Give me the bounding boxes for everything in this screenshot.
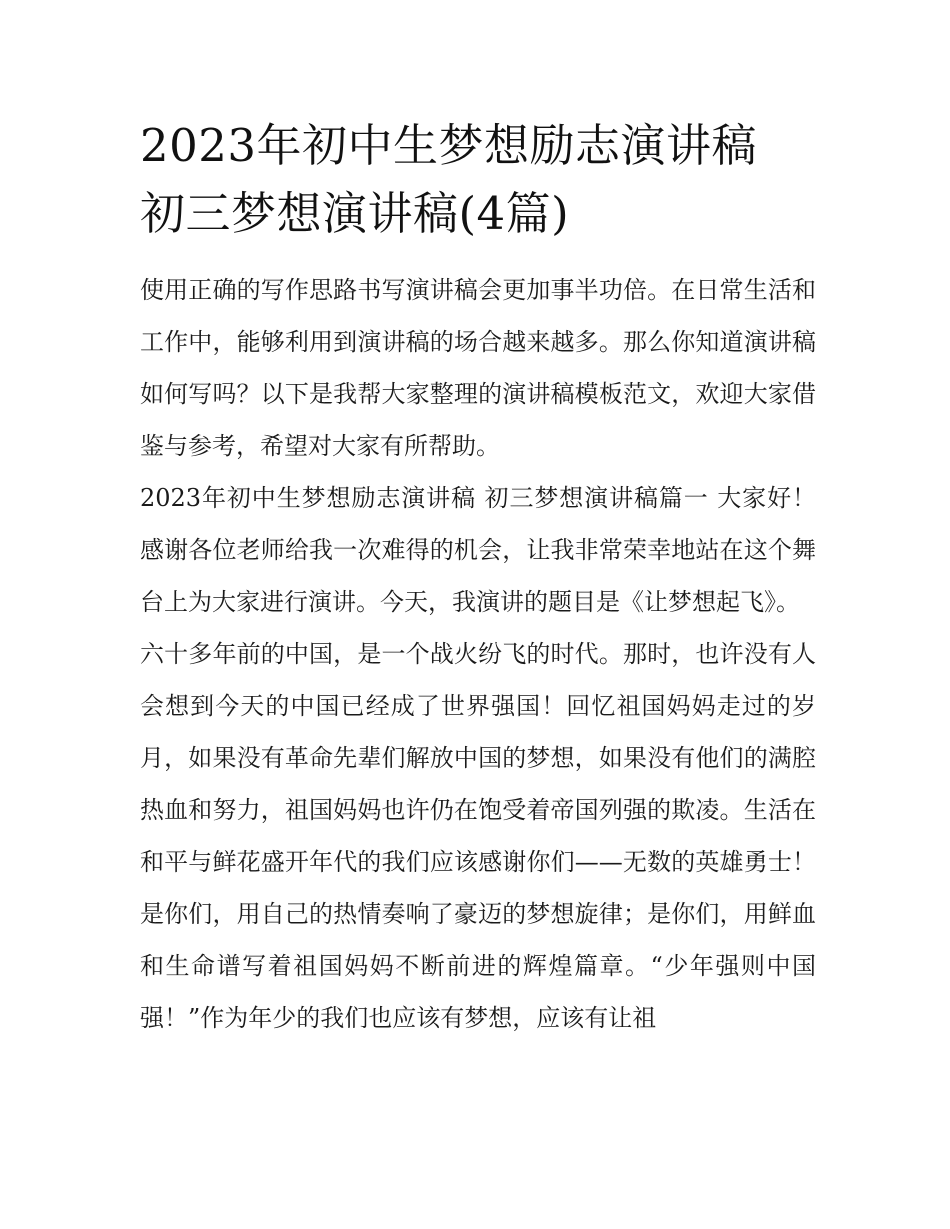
intro-paragraph: 使用正确的写作思路书写演讲稿会更加事半功倍。在日常生活和工作中，能够利用到演讲稿的场合越来越多。那么你知道演讲稿如何写吗？以下是我帮大家整理的演讲稿模板范文，欢迎大家借鉴与参考，希望对大家有所帮助。 [140,276,816,460]
speech-body-paragraph: 六十多年前的中国，是一个战火纷飞的时代。那时，也许没有人会想到今天的中国已经成了世界强国！回忆祖国妈妈走过的岁月，如果没有革命先辈们解放中国的梦想，如果没有他们的满腔热血和努力，祖国妈妈也许仍在饱受着帝国列强的欺凌。生活在和平与鲜花盛开年代的我们应该感谢你们——无数的英雄勇士！是你们，用自己的热情奏响了豪迈的梦想旋律；是你们，用鲜血和生命谱写着祖国妈妈不断前进的辉煌篇章。“少年强则中国强！”作为年少的我们也应该有梦想，应该有让祖 [140,640,816,1032]
speech-opening-paragraph: 2023年初中生梦想励志演讲稿 初三梦想演讲稿篇一 大家好！感谢各位老师给我一次难得的机会，让我非常荣幸地站在这个舞台上为大家进行演讲。今天，我演讲的题目是《让梦想起飞》。 [140,484,816,616]
document-body [140,112,816,1044]
title-line-1: 2023年初中生梦想励志演讲稿 [140,119,758,172]
title-line-2: 初三梦想演讲稿(4篇) [140,187,570,240]
document-title [140,112,816,248]
